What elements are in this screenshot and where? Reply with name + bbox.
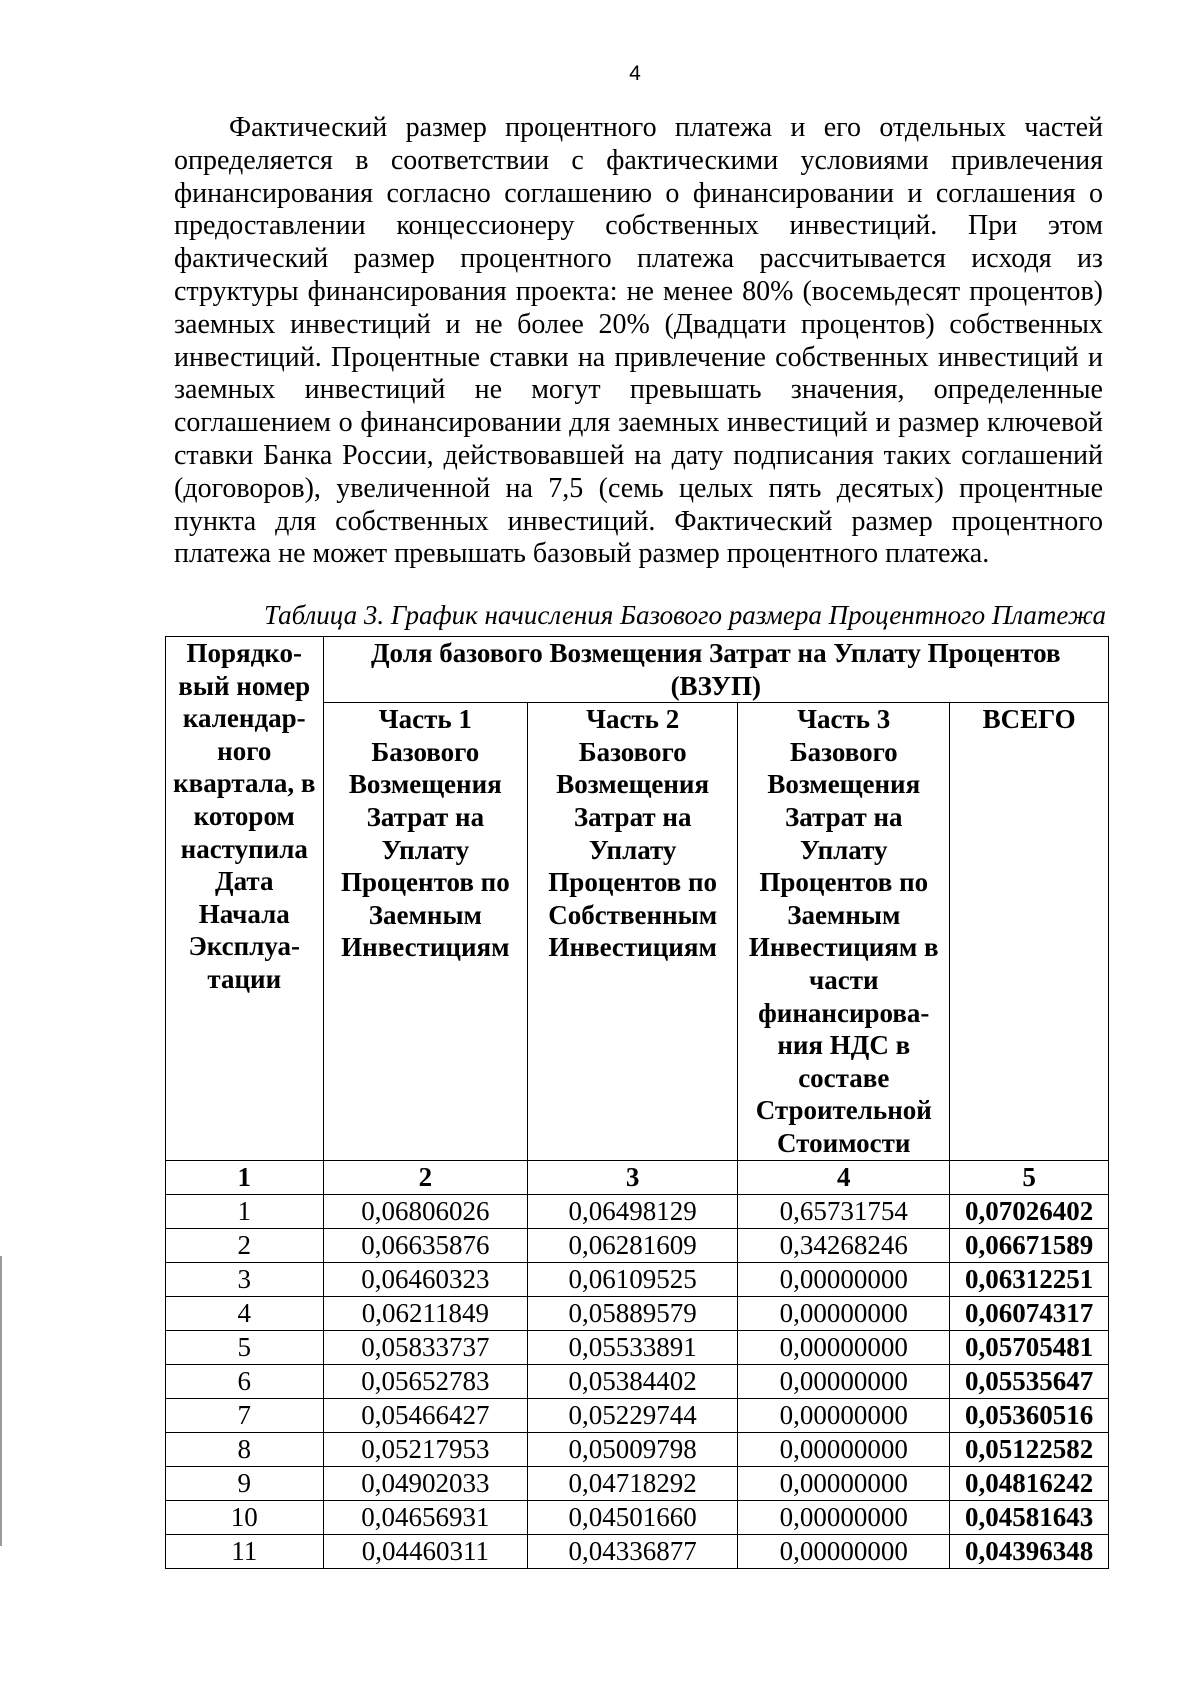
body-paragraph: Фактический размер процентного платежа и его отдельных частей определяется в соответствии с фактическими условиями привлечения финансирования согласно соглашению о финансировании и соглашения о предоставлении концессионеру собственных инвестиций. При этом фактический размер процентного платежа рассчитывается исходя из структуры финансирования проекта: не менее 80% (восемьдесят процентов) заемных инвестиций и не более 20% (Двадцати процентов) собственных инвестиций. Процентные ставки на привлечение собственных инвестиций и заемных инвестиций не могут превышать значения, определенные соглашением о финансировании для заемных инвестиций и размер ключевой ставки Банка России, действовавшей на дату подписания таких соглашений (договоров), увеличенной на 7,5 (семь целых пять десятых) процентные пункта для собственных инвестиций. Фактический размер процентного платежа не может превышать базовый размер процентного платежа. xyxy=(174,112,1103,570)
part2-value-cell: 0,04336877 xyxy=(528,1534,738,1568)
part2-header: Часть 2 Базового Возмещения Затрат на Уплату Процентов по Собственным Инвестициям xyxy=(528,703,738,1160)
part1-value-cell: 0,05833737 xyxy=(323,1330,528,1364)
part3-header: Часть 3 Базового Возмещения Затрат на Уплату Процентов по Заемным Инвестициям в части финансирова-ния НДС в составе Строительной Стоимости xyxy=(738,703,950,1160)
quarter-number-cell: 3 xyxy=(166,1262,324,1296)
part3-value-cell: 0,65731754 xyxy=(738,1194,950,1228)
part2-value-cell: 0,05533891 xyxy=(528,1330,738,1364)
part2-value-cell: 0,05009798 xyxy=(528,1432,738,1466)
quarter-number-cell: 4 xyxy=(166,1296,324,1330)
quarter-number-cell: 9 xyxy=(166,1466,324,1500)
page-number: 4 xyxy=(629,62,641,85)
total-value-cell: 0,05535647 xyxy=(950,1364,1109,1398)
quarter-number-cell: 5 xyxy=(166,1330,324,1364)
table-row xyxy=(166,1194,1109,1228)
part1-value-cell: 0,05217953 xyxy=(323,1432,528,1466)
column-number-row xyxy=(166,1160,1109,1194)
column-number: 1 xyxy=(166,1160,324,1194)
quarter-number-cell: 7 xyxy=(166,1398,324,1432)
quarter-number-cell: 8 xyxy=(166,1432,324,1466)
total-value-cell: 0,05360516 xyxy=(950,1398,1109,1432)
part2-value-cell: 0,05889579 xyxy=(528,1296,738,1330)
part2-value-cell: 0,06109525 xyxy=(528,1262,738,1296)
total-value-cell: 0,06312251 xyxy=(950,1262,1109,1296)
part1-value-cell: 0,05466427 xyxy=(323,1398,528,1432)
quarter-number-header: Порядко-вый номер календар-ного квартала, в котором наступила Дата Начала Эксплуа-тации xyxy=(166,637,324,1161)
part2-value-cell: 0,04718292 xyxy=(528,1466,738,1500)
total-value-cell: 0,04816242 xyxy=(950,1466,1109,1500)
column-number: 2 xyxy=(323,1160,528,1194)
part1-value-cell: 0,06806026 xyxy=(323,1194,528,1228)
vzup-group-header: Доля базового Возмещения Затрат на Уплату Процентов (ВЗУП) xyxy=(323,637,1108,703)
part3-value-cell: 0,00000000 xyxy=(738,1398,950,1432)
total-value-cell: 0,04581643 xyxy=(950,1500,1109,1534)
table-row xyxy=(166,1398,1109,1432)
part2-value-cell: 0,04501660 xyxy=(528,1500,738,1534)
total-header: ВСЕГО xyxy=(950,703,1109,1160)
part3-value-cell: 0,00000000 xyxy=(738,1500,950,1534)
table-row xyxy=(166,1432,1109,1466)
table-row xyxy=(166,1534,1109,1568)
total-value-cell: 0,04396348 xyxy=(950,1534,1109,1568)
part2-value-cell: 0,05384402 xyxy=(528,1364,738,1398)
part1-value-cell: 0,06211849 xyxy=(323,1296,528,1330)
part3-value-cell: 0,00000000 xyxy=(738,1296,950,1330)
part3-value-cell: 0,00000000 xyxy=(738,1432,950,1466)
part2-value-cell: 0,06281609 xyxy=(528,1228,738,1262)
part1-value-cell: 0,04902033 xyxy=(323,1466,528,1500)
part3-value-cell: 0,00000000 xyxy=(738,1330,950,1364)
quarter-number-cell: 11 xyxy=(166,1534,324,1568)
table-row xyxy=(166,1262,1109,1296)
table-row xyxy=(166,1228,1109,1262)
table-row xyxy=(166,1296,1109,1330)
column-number: 5 xyxy=(950,1160,1109,1194)
part1-value-cell: 0,04656931 xyxy=(323,1500,528,1534)
part2-value-cell: 0,05229744 xyxy=(528,1398,738,1432)
part1-value-cell: 0,05652783 xyxy=(323,1364,528,1398)
total-value-cell: 0,06074317 xyxy=(950,1296,1109,1330)
table-row xyxy=(166,1364,1109,1398)
interest-schedule-table xyxy=(165,636,1109,1569)
scan-edge-line xyxy=(0,1256,2,1546)
total-value-cell: 0,05122582 xyxy=(950,1432,1109,1466)
total-value-cell: 0,06671589 xyxy=(950,1228,1109,1262)
part1-value-cell: 0,06635876 xyxy=(323,1228,528,1262)
part3-value-cell: 0,00000000 xyxy=(738,1364,950,1398)
table-row xyxy=(166,1500,1109,1534)
total-value-cell: 0,05705481 xyxy=(950,1330,1109,1364)
quarter-number-cell: 6 xyxy=(166,1364,324,1398)
table-caption: Таблица 3. График начисления Базового размера Процентного Платежа xyxy=(264,600,1106,630)
quarter-number-cell: 2 xyxy=(166,1228,324,1262)
part2-value-cell: 0,06498129 xyxy=(528,1194,738,1228)
part1-value-cell: 0,04460311 xyxy=(323,1534,528,1568)
quarter-number-cell: 10 xyxy=(166,1500,324,1534)
part3-value-cell: 0,00000000 xyxy=(738,1466,950,1500)
part3-value-cell: 0,00000000 xyxy=(738,1262,950,1296)
total-value-cell: 0,07026402 xyxy=(950,1194,1109,1228)
table-body xyxy=(166,1194,1109,1568)
part3-value-cell: 0,00000000 xyxy=(738,1534,950,1568)
column-number: 4 xyxy=(738,1160,950,1194)
part3-value-cell: 0,34268246 xyxy=(738,1228,950,1262)
part1-value-cell: 0,06460323 xyxy=(323,1262,528,1296)
quarter-number-cell: 1 xyxy=(166,1194,324,1228)
table-row xyxy=(166,1466,1109,1500)
column-number: 3 xyxy=(528,1160,738,1194)
table-row xyxy=(166,1330,1109,1364)
part1-header: Часть 1 Базового Возмещения Затрат на Уплату Процентов по Заемным Инвестициям xyxy=(323,703,528,1160)
